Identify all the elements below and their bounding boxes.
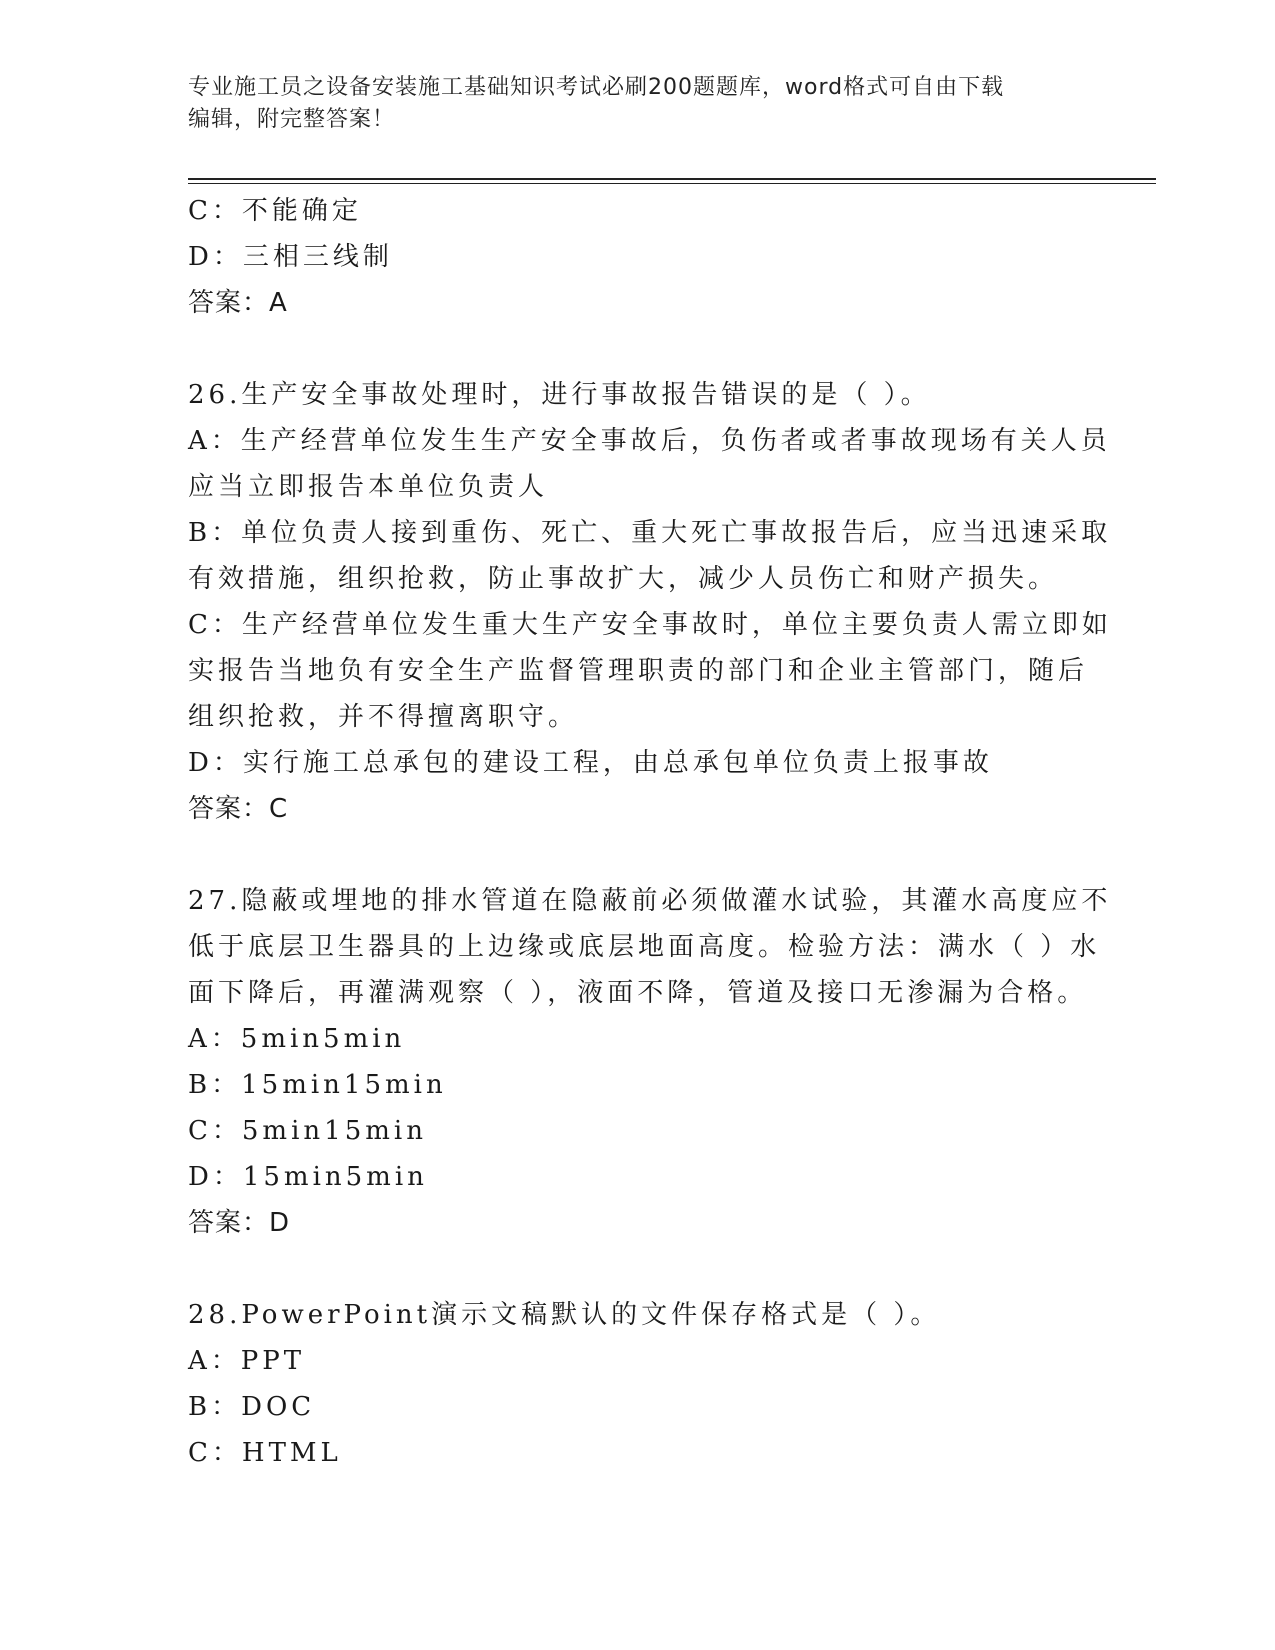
- q27-stem-line-2: 低于底层卫生器具的上边缘或底层地面高度。检验方法：满水（ ）水: [188, 932, 1101, 962]
- q26-stem: 26.生产安全事故处理时，进行事故报告错误的是（ ）。: [188, 380, 931, 410]
- q28-option-c: C：HTML: [188, 1438, 342, 1468]
- q26-option-c-line-2: 实报告当地负有安全生产监督管理职责的部门和企业主管部门，随后: [188, 656, 1089, 686]
- q28-option-b: B：DOC: [188, 1392, 316, 1422]
- q27-stem-line-3: 面下降后，再灌满观察（ ），液面不降，管道及接口无渗漏为合格。: [188, 978, 1088, 1008]
- q26-option-d: D：实行施工总承包的建设工程，由总承包单位负责上报事故: [188, 748, 993, 778]
- q26-answer: 答案：C: [188, 794, 289, 824]
- q27-stem-line-1: 27.隐蔽或埋地的排水管道在隐蔽前必须做灌水试验，其灌水高度应不: [188, 886, 1112, 916]
- question-content: [188, 188, 1112, 1476]
- q26-option-c-line-3: 组织抢救，并不得擅离职守。: [188, 702, 579, 732]
- spacer: [188, 326, 1088, 372]
- q26-option-b-line-1: B：单位负责人接到重伤、死亡、重大死亡事故报告后，应当迅速采取: [188, 518, 1112, 548]
- q28-stem: 28.PowerPoint演示文稿默认的文件保存格式是（ ）。: [188, 1300, 941, 1330]
- q27-answer: 答案：D: [188, 1208, 291, 1238]
- prev-option-c: C：不能确定: [188, 196, 362, 226]
- q27-option-a: A：5min5min: [188, 1024, 406, 1054]
- prev-answer: 答案：A: [188, 288, 288, 318]
- header-divider-thick: [188, 178, 1156, 180]
- q26-option-a-line-2: 应当立即报告本单位负责人: [188, 472, 549, 502]
- spacer: [188, 832, 1088, 878]
- page-header: [188, 72, 1088, 136]
- prev-option-d: D：三相三线制: [188, 242, 393, 272]
- q27-option-d: D：15min5min: [188, 1162, 428, 1192]
- spacer: [188, 1246, 1088, 1292]
- header-title-line-2: 编辑，附完整答案！: [188, 107, 396, 132]
- q26-option-c-line-1: C：生产经营单位发生重大生产安全事故时，单位主要负责人需立即如: [188, 610, 1112, 640]
- q26-option-a-line-1: A：生产经营单位发生生产安全事故后，负伤者或者事故现场有关人员: [188, 426, 1111, 456]
- q28-option-a: A：PPT: [188, 1346, 306, 1376]
- q26-option-b-line-2: 有效措施，组织抢救，防止事故扩大，减少人员伤亡和财产损失。: [188, 564, 1059, 594]
- q27-option-b: B：15min15min: [188, 1070, 447, 1100]
- header-divider-thin: [188, 183, 1156, 184]
- q27-option-c: C：5min15min: [188, 1116, 427, 1146]
- header-title-line-1: 专业施工员之设备安装施工基础知识考试必刷200题题库，word格式可自由下载: [188, 75, 1005, 100]
